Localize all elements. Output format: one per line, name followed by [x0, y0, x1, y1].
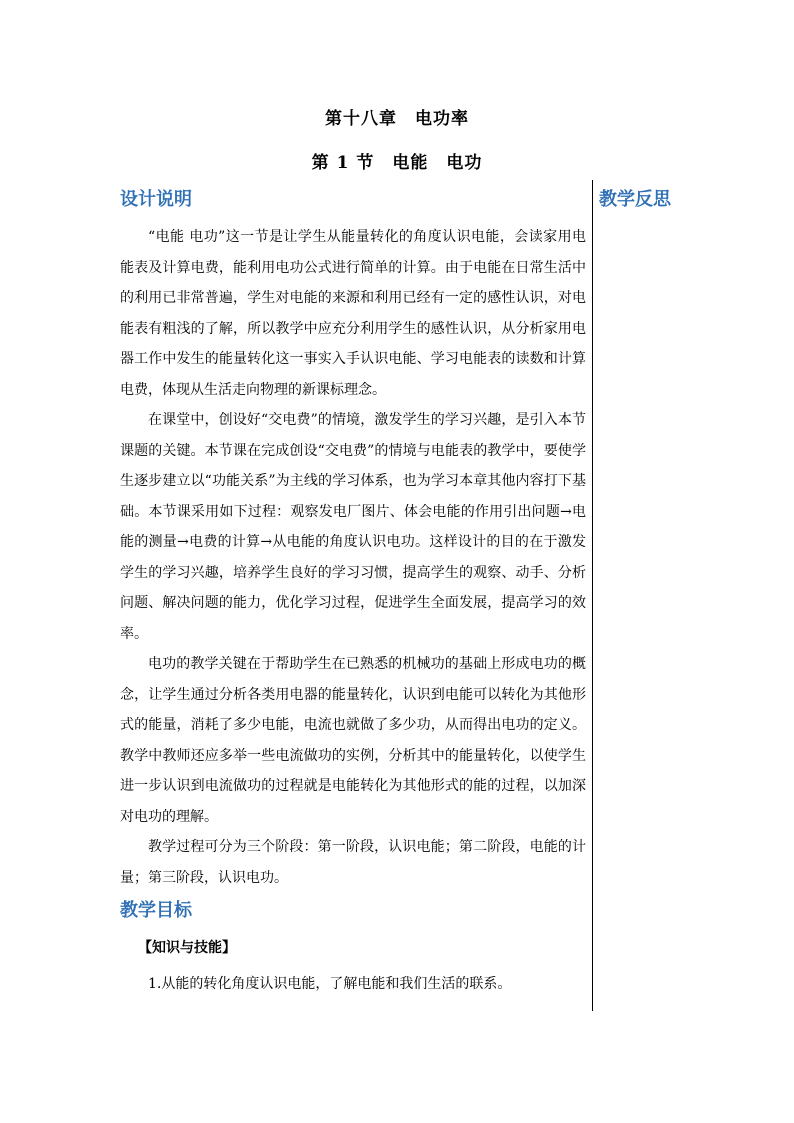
design-paragraph-1: “电能 电功”这一节是让学生从能量转化的角度认识电能，会读家用电能表及计算电费，能利用电功公式进行简单的计算。由于电能在日常生活中的利用已非常普遍，学生对电能的来源和利用已经有一定的感性认识，对电能表有粗浅的了解，所以教学中应充分利用学生的感性认识，从分析家用电器工作中发生的能量转化这一事实入手认识电能、学习电能表的读数和计算电费，体现从生活走向物理的新课标理念。: [120, 229, 586, 398]
side-column: [599, 184, 671, 216]
knowledge-heading: 【知识与技能】: [138, 940, 236, 956]
column-divider: [592, 180, 593, 1011]
design-paragraph-2: 在课堂中，创设好“交电费”的情境，激发学生的学习兴趣，是引入本节课题的关键。本节课在完成创设“交电费”的情境与电能表的教学中，要使学生逐步建立以“功能关系”为主线的学习体系，也为学习本章其他内容打下基础。本节课采用如下过程：观察发电厂图片、体会电能的作用引出问题→电能的测量→电费的计算→从电能的角度认识电功。这样设计的目的在于激发学生的学习兴趣，培养学生良好的学习习惯，提高学生的观察、动手、分析问题、解决问题的能力，优化学习过程，促进学生全面发展，提高学习的效率。: [120, 412, 586, 642]
section-title: 第 1 节 电能 电功: [311, 153, 483, 173]
chapter-title: 第十八章 电功率: [325, 109, 469, 129]
design-heading: 设计说明: [120, 189, 192, 210]
design-paragraph-4: 教学过程可分为三个阶段：第一阶段，认识电能；第二阶段，电能的计量；第三阶段，认识电功。: [120, 839, 586, 886]
design-paragraph-3: 电功的教学关键在于帮助学生在已熟悉的机械功的基础上形成电功的概念，让学生通过分析各类用电器的能量转化，认识到电能可以转化为其他形式的能量，消耗了多少电能，电流也就做了多少功，从而得出电功的定义。教学中教师还应多举一些电流做功的实例，分析其中的能量转化，以使学生进一步认识到电流做功的过程就是电能转化为其他形式的能的过程，以加深对电功的理解。: [120, 656, 586, 825]
reflection-heading: 教学反思: [599, 189, 671, 210]
main-column: [120, 184, 586, 999]
objectives-heading: 教学目标: [120, 900, 192, 921]
objective-item-1: 1.从能的转化角度认识电能，了解电能和我们生活的联系。: [148, 976, 512, 992]
